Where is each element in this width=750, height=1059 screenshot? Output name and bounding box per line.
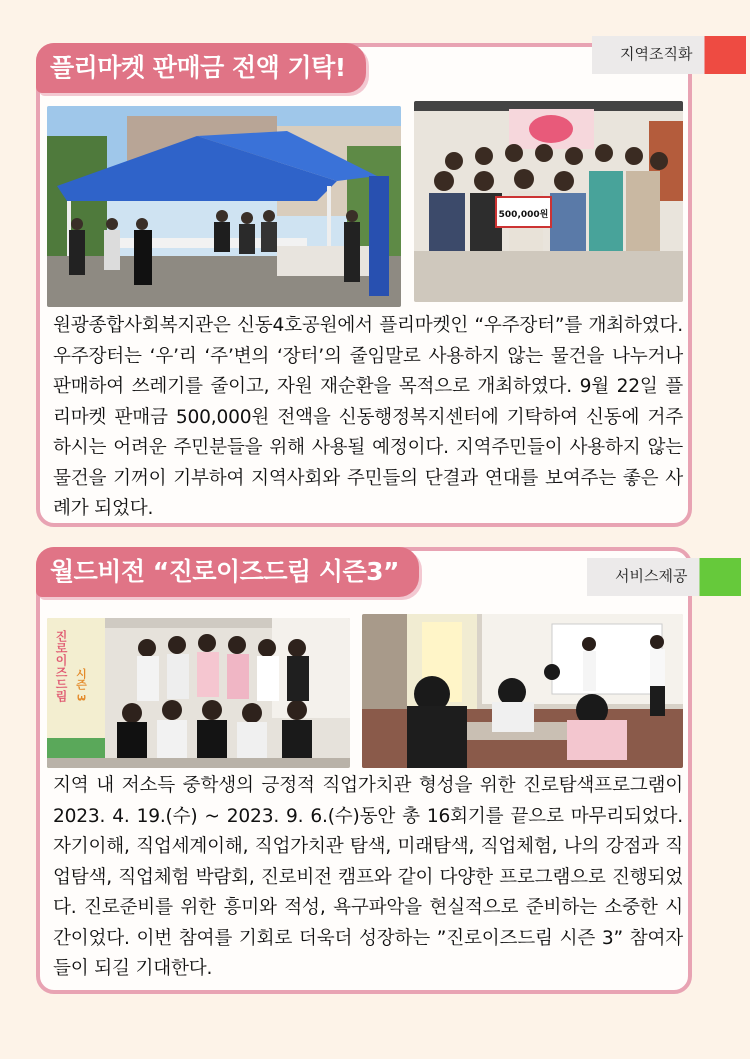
photo-donation-group	[414, 101, 683, 302]
banner-title: 진로이즈드림	[54, 630, 68, 702]
category-tag: 지역조직화	[592, 36, 746, 74]
section-title: 월드비전 “진로이즈드림 시즌3”	[36, 547, 419, 597]
photo-students-group	[47, 618, 350, 768]
article-body: 원광종합사회복지관은 신동4호공원에서 플리마켓인 “우주장터”를 개최하였다. 우주장터는 ‘우’리 ‘주’변의 ‘장터’의 줄임말로 사용하지 않는 물건을 나누거나 판매하여 쓰레기를 줄이고, 자원 재순환을 목적으로 개최하였다. 9월 22일 플리마켓 판매금 500,000원 전액을 신동행정복지센터에 기탁하여 신동에 거주하시는 어려운 주민분들을 위해 사용될 예정이다. 지역주민들이 사용하지 않는 물건을 기꺼이 기부하여 지역사회와 주민들의 단결과 연대를 보여주는 좋은 사례가 되었다.	[53, 315, 683, 519]
article-body: 지역 내 저소득 중학생의 긍정적 직업가치관 형성을 위한 진로탐색프로그램이 2023. 4. 19.(수) ~ 2023. 9. 6.(수)동안 총 16회기를 끝으로 마무리되었다. 자기이해, 직업세계이해, 직업가치관 탐색, 미래탐색, 직업체험, 나의 강점과 직업탐색, 직업체험 박람회, 진로비전 캠프와 같이 다양한 프로그램으로 진행되었다. 진로준비를 위한 흥미와 적성, 욕구파악을 현실적으로 준비하는 소중한 시간이었다. 이번 참여를 기회로 더욱더 성장하는 ”진로이즈드림 시즌 3” 참여자들이 되길 기대한다.	[53, 775, 683, 979]
banner-subtitle: 시즌 3	[74, 668, 88, 702]
photo-flea-market-tents	[47, 106, 401, 307]
category-tag: 서비스제공	[587, 558, 741, 596]
section-title: 플리마켓 판매금 전액 기탁!	[36, 43, 366, 93]
donation-sign-amount: 500,000원	[498, 210, 549, 220]
photo-classroom-session	[362, 614, 683, 768]
